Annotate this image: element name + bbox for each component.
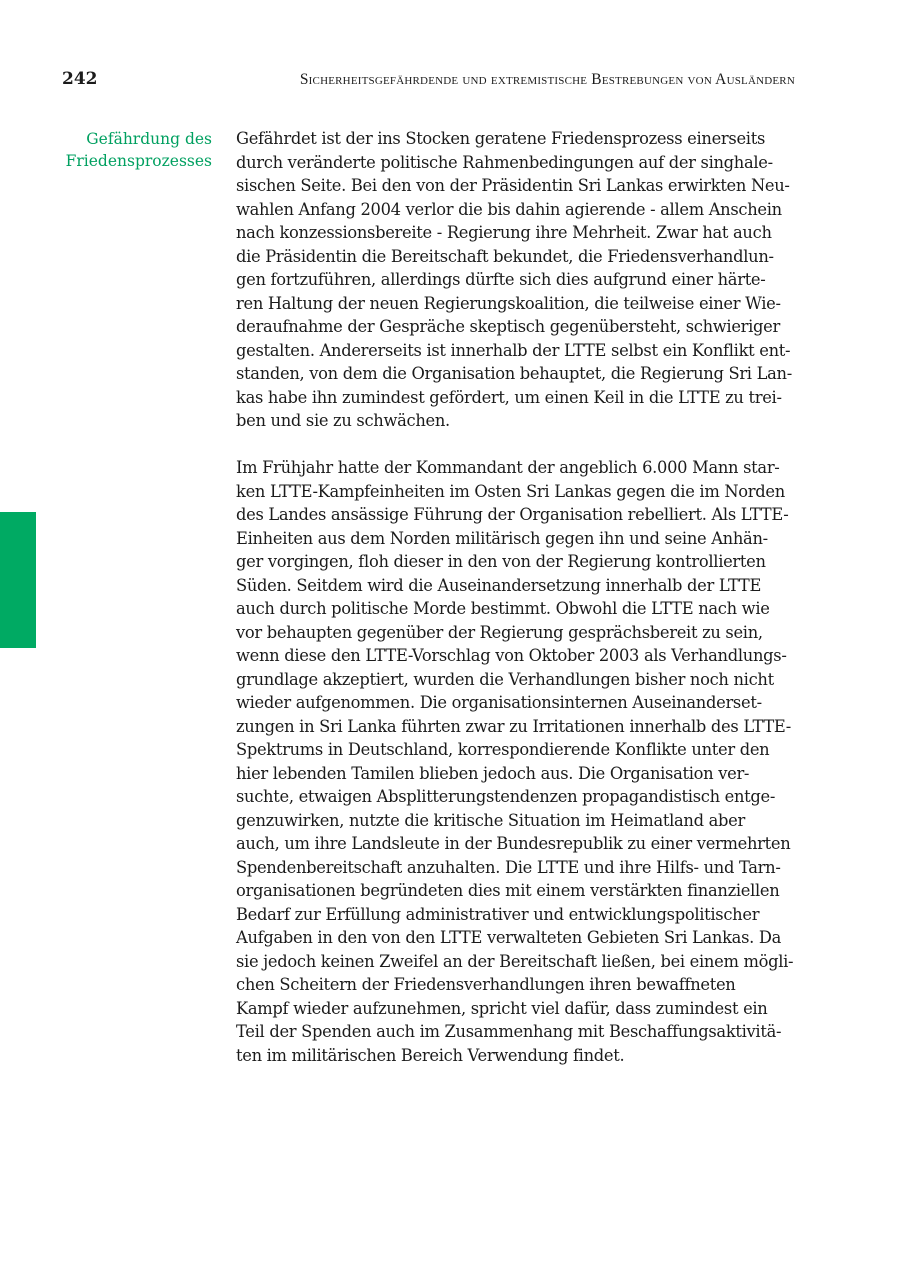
text-line: wahlen Anfang 2004 verlor die bis dahin agierende - allem Anschein	[236, 199, 782, 219]
text-line: Im Frühjahr hatte der Kommandant der angeblich 6.000 Mann star-	[236, 458, 780, 477]
margin-note-line: Gefährdung des	[86, 130, 212, 148]
text-line: gen fortzuführen, allerdings dürfte sich dies aufgrund einer härte-	[236, 270, 766, 289]
text-line: chen Scheitern der Friedensverhandlungen ihren bewaffneten	[236, 975, 736, 994]
text-line: Spektrums in Deutschland, korrespondierende Konflikte unter den	[236, 740, 770, 759]
body-text	[236, 127, 816, 1067]
text-line: Einheiten aus dem Norden militärisch gegen ihn und seine Anhän-	[236, 528, 768, 548]
text-line: ren Haltung der neuen Regierungskoalition, die teilweise einer Wie-	[236, 293, 781, 313]
text-line: standen, von dem die Organisation behauptet, die Regierung Sri Lan-	[236, 364, 792, 383]
text-line: Süden. Seitdem wird die Auseinandersetzung innerhalb der LTTE	[236, 575, 762, 595]
text-line: ten im militärischen Bereich Verwendung findet.	[236, 1045, 625, 1065]
text-line: auch durch politische Morde bestimmt. Obwohl die LTTE nach wie	[236, 599, 770, 618]
margin-note	[40, 128, 212, 172]
page-number: 242	[62, 69, 98, 89]
running-header: Sicherheitsgefährdende und extremistische Bestrebungen von Ausländern	[299, 71, 795, 88]
text-line: auch, um ihre Landsleute in der Bundesrepublik zu einer vermehrten	[236, 834, 791, 853]
text-line: zungen in Sri Lanka führten zwar zu Irritationen innerhalb des LTTE-	[236, 716, 792, 736]
text-line: deraufnahme der Gespräche skeptisch gegenübersteht, schwieriger	[236, 317, 780, 336]
text-line: kas habe ihn zumindest gefördert, um einen Keil in die LTTE zu trei-	[236, 387, 782, 407]
text-line: Teil der Spenden auch im Zusammenhang mit Beschaffungsaktivitä-	[236, 1022, 782, 1041]
text-line: Spendenbereitschaft anzuhalten. Die LTTE und ihre Hilfs- und Tarn-	[236, 857, 781, 877]
text-line: sischen Seite. Bei den von der Präsidentin Sri Lankas erwirkten Neu-	[236, 176, 790, 195]
text-line: hier lebenden Tamilen blieben jedoch aus. Die Organisation ver-	[236, 763, 750, 783]
text-line: ben und sie zu schwächen.	[236, 411, 450, 430]
text-line: Bedarf zur Erfüllung administrativer und entwicklungspolitischer	[236, 904, 760, 924]
text-line: nach konzessionsbereite - Regierung ihre Mehrheit. Zwar hat auch	[236, 223, 772, 242]
paragraph-2	[236, 456, 816, 1067]
text-line: ger vorgingen, floh dieser in den von der Regierung kontrollierten	[236, 552, 766, 571]
text-line: organisationen begründeten dies mit einem verstärkten finanziellen	[236, 881, 780, 900]
text-line: des Landes ansässige Führung der Organisation rebelliert. Als LTTE-	[236, 505, 789, 524]
text-line: wieder aufgenommen. Die organisationsinternen Auseinanderset-	[236, 693, 762, 712]
text-line: gestalten. Andererseits ist innerhalb der LTTE selbst ein Konflikt ent-	[236, 340, 791, 360]
text-line: wenn diese den LTTE-Vorschlag von Oktober 2003 als Verhandlungs-	[236, 646, 787, 665]
text-line: Kampf wieder aufzunehmen, spricht viel dafür, dass zumindest ein	[236, 998, 768, 1018]
text-line: vor behaupten gegenüber der Regierung gesprächsbereit zu sein,	[236, 622, 763, 642]
text-line: genzuwirken, nutzte die kritische Situation im Heimatland aber	[236, 810, 745, 830]
text-line: sie jedoch keinen Zweifel an der Bereitschaft ließen, bei einem mögli-	[236, 951, 794, 971]
paragraph-1	[236, 127, 816, 433]
text-line: durch veränderte politische Rahmenbedingungen auf der singhale-	[236, 152, 773, 172]
text-line: grundlage akzeptiert, wurden die Verhandlungen bisher noch nicht	[236, 669, 774, 689]
text-line: suchte, etwaigen Absplitterungstendenzen propagandistisch entge-	[236, 787, 776, 806]
margin-note-line: Friedensprozesses	[65, 152, 212, 170]
chapter-tab-marker	[0, 512, 36, 648]
text-line: die Präsidentin die Bereitschaft bekundet, die Friedensverhandlun-	[236, 246, 774, 266]
text-line: Gefährdet ist der ins Stocken geratene Friedensprozess einerseits	[236, 129, 766, 148]
text-line: ken LTTE-Kampfeinheiten im Osten Sri Lankas gegen die im Norden	[236, 481, 785, 501]
text-line: Aufgaben in den von den LTTE verwalteten Gebieten Sri Lankas. Da	[236, 928, 782, 947]
